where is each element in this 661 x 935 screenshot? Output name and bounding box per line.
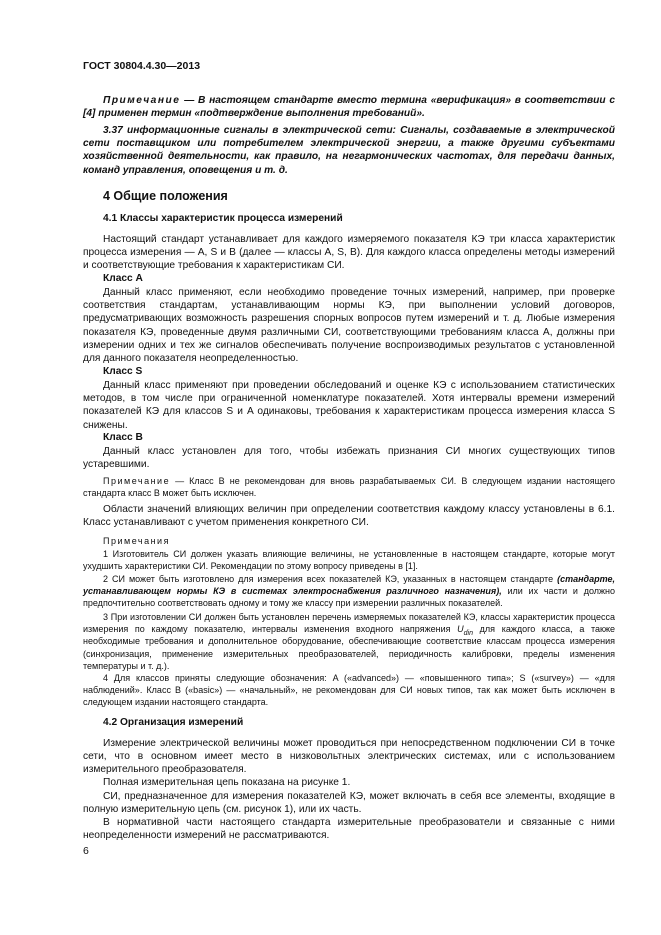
note-class-b-text: — Класс B не рекомендован для вновь разрабатываемых СИ. В следующем издании настоящего стандарта класс B может быть исключен. (83, 476, 615, 499)
note-1: 1 Изготовитель СИ должен указать влияющие величины, не установленные в настоящем стандарте, которые могут ухудшить характеристики СИ. Рекомендации по этому вопросу приведены в [1]. (83, 549, 615, 572)
note-4: 4 Для классов приняты следующие обозначения: A («advanced») — «повышенного типа»; S («survey») — «для наблюдений». Класс B («basic») — «начальный», не рекомендован для СИ новых типов, так как может быть исключен в следующем издании настоящего стандарта. (83, 673, 615, 708)
class-b-title: Класс B (103, 432, 143, 443)
note-3-start: 3 При изготовлении СИ должен быть установлен перечень измеряемых показателей КЭ, классы характеристик процесса измерения по каждому показателю, интервалы изменения входного напряжения (83, 612, 615, 635)
note-3 (83, 611, 615, 672)
class-a-text: Данный класс применяют, если необходимо проведение точных измерений, например, при проверке соответствия стандартам, устанавливающим нормы КЭ, при выполнении условий договоров, предусматривающих возможность разрешения спорных вопросов путем измерений и т. д. Любые измерения показателя КЭ, проведенные двумя различными СИ, соответствующими требованиям класса A, должны при измерении одних и тех же сигналов обеспечивать получение воспроизводимых результатов с установленной для данного показателя неопределенностью. (83, 287, 615, 365)
term-name: информационные сигналы в электрической сети: (127, 125, 396, 136)
section-4-1-intro: Настоящий стандарт устанавливает для каждого измеряемого показателя КЭ три класса характеристик процесса измерения — A, S и B (далее — классы A, S, B). Для каждого класса определены методы измерений и соответствующие требования к характеристикам СИ. (83, 234, 615, 272)
notes-label: Примечания (103, 536, 170, 546)
section-4-2-title: 4.2 Организация измерений (103, 717, 244, 728)
note-2-end: или их части и должно предпочтительно соответствовать одному и тому же классу при измерении различных показателей. (83, 586, 615, 609)
class-b-text: Данный класс установлен для того, чтобы избежать признания СИ многих существующих типов устаревшими. (83, 446, 615, 471)
section-4-2-p1: Измерение электрической величины может проводиться при непосредственном подключении СИ в точке сети, что в основном имеет место в низковольтных электрических системах, или с использованием измерительного преобразователя. (83, 738, 615, 776)
note-top-label: Примечание (103, 95, 181, 106)
class-s-text: Данный класс применяют при проведении обследований и оценке КЭ с использованием статистических методов, в том числе при ограниченной номенклатуре показателей. Хотя интервалы времени измерений показателей КЭ для классов S и A одинаковы, требования к характеристикам процесса измерения класса S снижены. (83, 380, 615, 431)
section-4-2-p2: Полная измерительная цепь показана на рисунке 1. (103, 777, 351, 788)
note-3-end: для каждого класса, а также необходимые требования и дополнительное оборудование, обеспечивающие соответствие классам процесса измерения (синхронизация, применение измерительных преобразователей, периодичность калибровки, пределы изменения температуры и т. д.). (83, 624, 615, 671)
page-number: 6 (83, 845, 89, 857)
term-3-37 (83, 124, 615, 177)
note-class-b (83, 475, 615, 499)
note-2 (83, 573, 615, 610)
note-2-start: 2 СИ может быть изготовлено для измерения всех показателей КЭ, указанных в настоящем стандарте (103, 574, 554, 584)
class-s-title: Класс S (103, 366, 143, 377)
section-4-2-p4: В нормативной части настоящего стандарта измерительные преобразователи и связанные с ними неопределенности измерений не рассматриваются. (83, 817, 615, 842)
note-top (83, 94, 615, 120)
note-class-b-label: Примечание (103, 476, 171, 486)
term-definition: Сигналы, создаваемые в электрической сети поставщиком или потребителем электрической энергии, а также другими субъектами хозяйственной деятельности, как правило, на негармонических частотах, для передачи данных, команд управления, оповещения и т. д. (83, 125, 615, 176)
ranges-text: Области значений влияющих величин при определении соответствия каждому классу установлены в 6.1. Класс устанавливают с учетом применения конкретного СИ. (83, 504, 615, 529)
note-3-subscript: din (463, 630, 473, 637)
note-top-text: — В настоящем стандарте вместо термина «верификация» в соответствии с [4] применен термин «подтверждение выполнения требований». (83, 95, 615, 120)
note-2-emphasis: (стандарте, устанавливающем нормы КЭ в системах электроснабжения различного назначения), (83, 574, 615, 597)
section-4-2-p3: СИ, предназначенное для измерения показателей КЭ, может включать в себя все элементы, входящие в полную измерительную цепь (см. рисунок 1), или их часть. (83, 791, 615, 816)
section-4-title: 4 Общие положения (103, 189, 228, 203)
class-a-title: Класс A (103, 273, 143, 284)
section-4-1-title: 4.1 Классы характеристик процесса измерений (103, 213, 343, 224)
note-3-symbol: U (457, 624, 464, 635)
standard-header: ГОСТ 30804.4.30—2013 (83, 60, 201, 72)
term-number: 3.37 (103, 125, 123, 136)
